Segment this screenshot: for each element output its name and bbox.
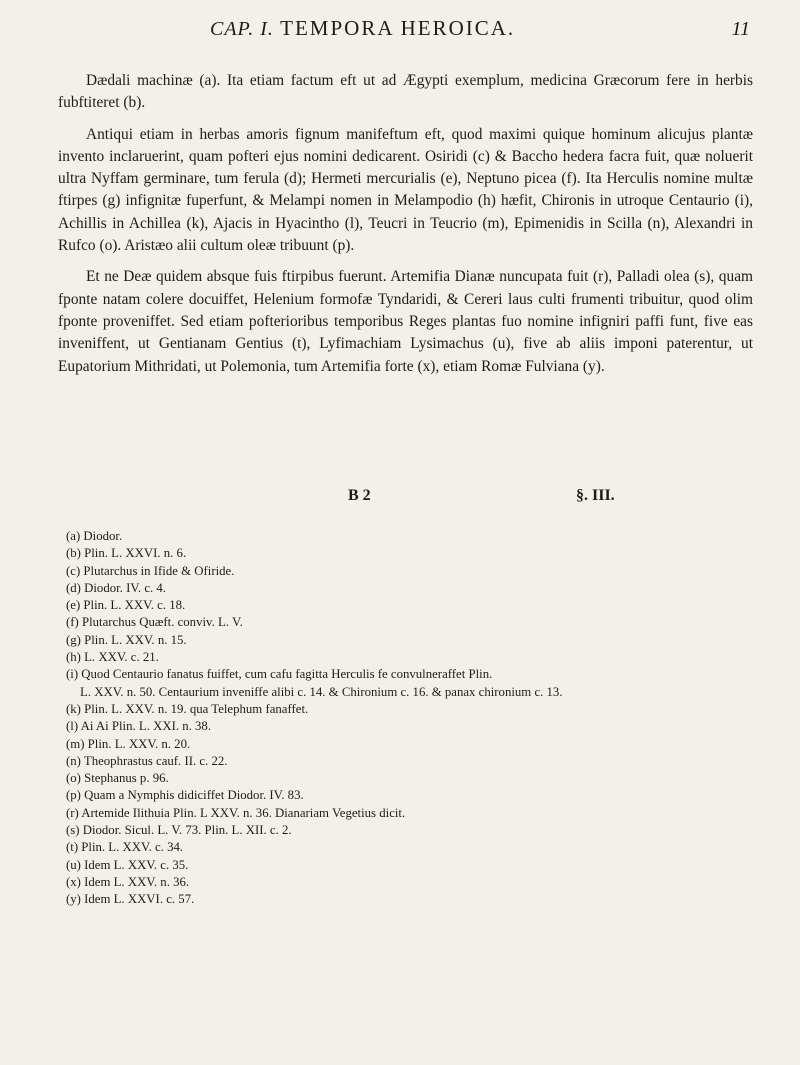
paragraph: Dædali machinæ (a). Ita etiam factum eft ut ad Ægypti exemplum, medicina Græcorum fere in herbis fubftiteret (b). <box>58 72 753 112</box>
footnote: (t) Plin. L. XXV. c. 34. <box>66 840 184 855</box>
chapter-label: CAP. I. <box>210 18 274 40</box>
signature-line <box>58 487 753 511</box>
footnote: (g) Plin. L. XXV. n. 15. <box>66 632 187 647</box>
footnote: (m) Plin. L. XXV. n. 20. <box>66 736 191 751</box>
footnote: (u) Idem L. XXV. c. 35. <box>66 857 189 872</box>
footnote: (d) Diodor. IV. c. 4. <box>66 580 166 595</box>
footnote: (p) Quam a Nymphis didiciffet Diodor. IV. 83. <box>66 788 304 803</box>
footnote: (h) L. XXV. c. 21. <box>66 650 159 665</box>
footnote: (o) Stephanus p. 96. <box>66 771 169 786</box>
footnote: (i) Quod Centaurio fanatus fuiffet, cum cafu fagitta Herculis fe convulneraffet Plin. <box>66 667 493 682</box>
footnote: (l) Ai Ai Plin. L. XXI. n. 38. <box>66 719 212 734</box>
footnote: (a) Diodor. <box>66 529 123 543</box>
footnote: (c) Plutarchus in Ifide & Ofiride. <box>66 563 235 578</box>
running-title: TEMPORA HEROICA. <box>280 16 516 40</box>
footnote: (f) Plutarchus Quæft. conviv. L. V. <box>66 615 243 630</box>
catchword: §. III. <box>576 487 615 504</box>
page-number: 11 <box>731 18 750 40</box>
paragraph: Et ne Deæ quidem absque fuis ftirpibus fuerunt. Artemifia Dianæ nuncupata fuit (r), Palladi olea (s), quam fponte natam colere docuiffet, Helenium formofæ Tyndaridi, & Cereri laus culti frumenti tribuitur, quod olim fponte proveniffet. Sed etiam pofterioribus temporibus Reges plantas fuo nomine infigniri paffi funt, five eas inveniffent, ut Gentianam Gentius (t), Lyfimachiam Lysimachus (u), five ab aliis imponi paterentur, ut Eupatorium Mithridati, ut Polemonia, tum Artemifia forte (x), etiam Romæ Fulviana (y). <box>58 268 753 375</box>
footnote: (e) Plin. L. XXV. c. 18. <box>66 598 186 613</box>
footnotes <box>66 528 752 909</box>
paragraph: Antiqui etiam in herbas amoris fignum manifeftum eft, quod maximi quique hominum alicujus plantæ invento inclaruerint, quam pofteri ejus nomini dedicarent. Osiridi (c) & Baccho hedera facra fuit, quæ noluerit ultra Nyffam germinare, tum ferula (d); Hermeti mercurialis (e), Neptuno picea (f). Ita Herculis nomine multæ ftirpes (g) infignitæ fuperfunt, & Melampi nomen in Melampodio (h) hæfit, Chironis in utroque Centaurio (i), Achillis in Achillea (k), Ajacis in Hyacintho (l), Teucri in Teucrio (m), Epimenidis in Scilla (n), Alexandri in Rufco (o). Aristæo alii cultum oleæ tribuunt (p). <box>58 125 753 255</box>
main-text <box>58 70 753 387</box>
running-header <box>60 16 750 56</box>
footnote: (s) Diodor. Sicul. L. V. 73. Plin. L. XII. c. 2. <box>66 823 292 838</box>
footnote: (x) Idem L. XXV. n. 36. <box>66 874 190 889</box>
footnote: (r) Artemide Ilithuia Plin. L XXV. n. 36. Dianariam Vegetius dicit. <box>66 805 406 820</box>
footnote: (y) Idem L. XXVI. c. 57. <box>66 892 195 907</box>
footnote: (k) Plin. L. XXV. n. 19. qua Telephum fanaffet. <box>66 701 309 716</box>
signature-mark: B 2 <box>348 487 371 504</box>
footnote-continuation: L. XXV. n. 50. Centaurium inveniffe alibi c. 14. & Chironium c. 16. & panax chironium c. 13. <box>80 684 563 699</box>
footnote: (n) Theophrastus cauf. II. c. 22. <box>66 753 228 768</box>
footnote: (b) Plin. L. XXVI. n. 6. <box>66 546 187 561</box>
